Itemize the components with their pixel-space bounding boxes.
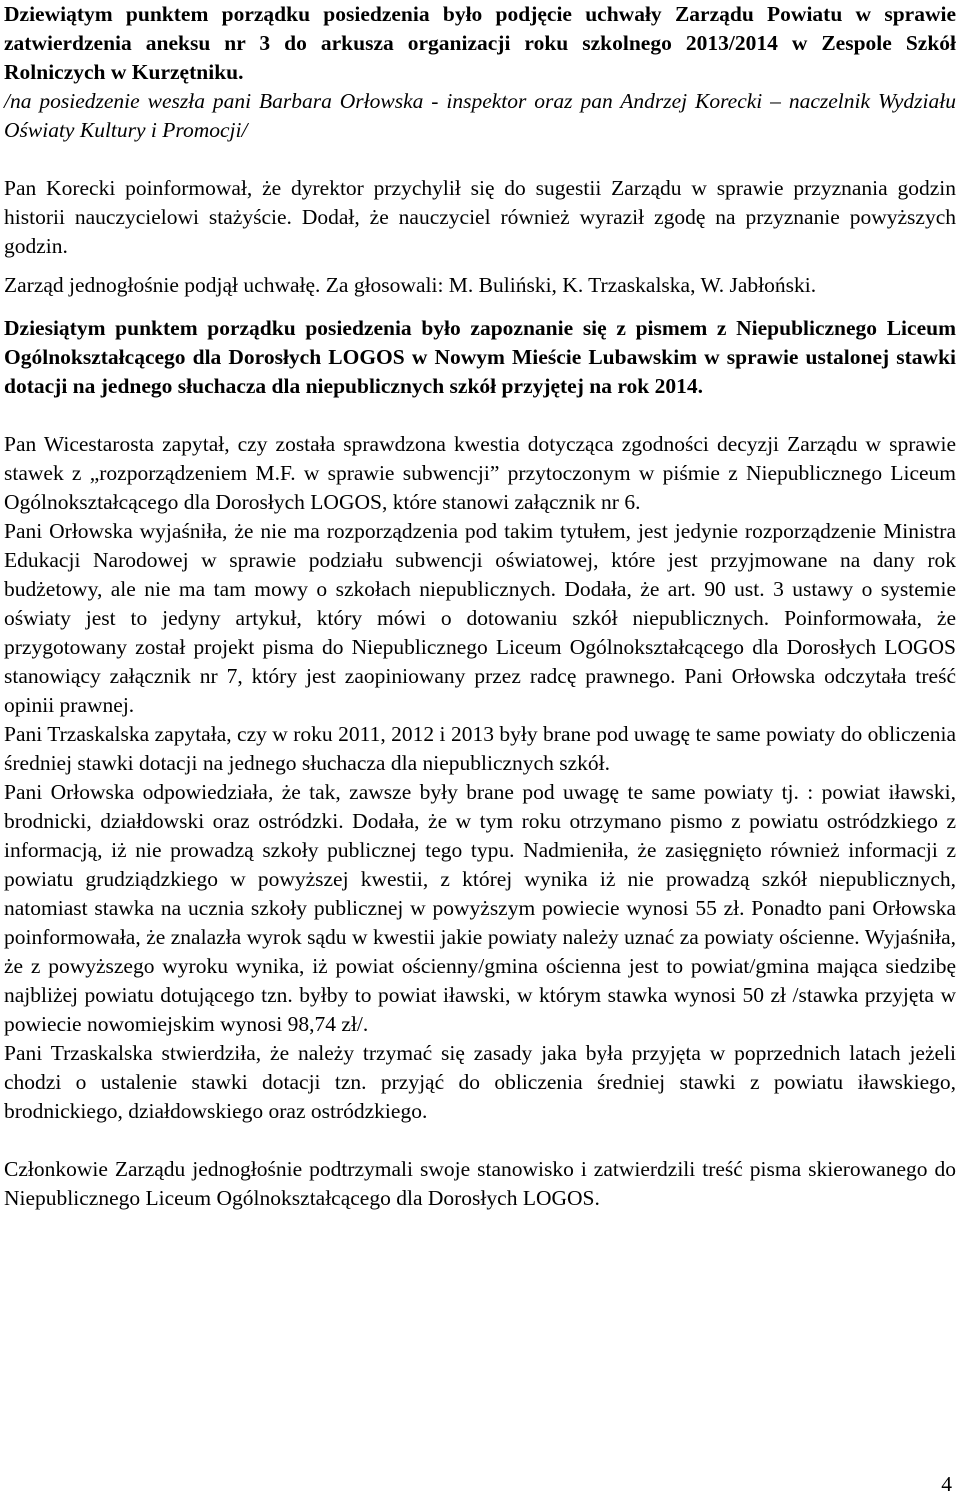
paragraph-korecki: Pan Korecki poinformował, że dyrektor przychylił się do sugestii Zarządu w sprawie przyznania godzin historii nauczycielowi stażyście. Dodał, że nauczyciel również wyraził zgodę na przyznanie powyższych godzin. xyxy=(4,176,956,258)
paragraph-trzaskalska-2: Pani Trzaskalska stwierdziła, że należy trzymać się zasady jaka była przyjęta w poprzednich latach jeżeli chodzi o ustalenie stawki dotacji tzn. przyjąć do obliczenia średniej stawki z powiatu iławskiego, brodnickiego, działdowskiego oraz ostródzkiego. xyxy=(4,1041,956,1123)
paragraph-conclusion: Członkowie Zarządu jednogłośnie podtrzymali swoje stanowisko i zatwierdzili treść pisma skierowanego do Niepublicznego Liceum Ogólnokształcącego dla Dorosłych LOGOS. xyxy=(4,1157,956,1210)
page-number: 4 xyxy=(941,1472,952,1496)
item10-heading: Dziesiątym punktem porządku posiedzenia było zapoznanie się z pismem z Niepublicznego Liceum Ogólnokształcącego dla Dorosłych LOGOS w Nowym Mieście Lubawskim w sprawie ustalonej stawki dotacji na jednego słuchacza dla niepublicznych szkół przyjętej na rok 2014. xyxy=(4,316,956,398)
paragraph-wicestarosta: Pan Wicestarosta zapytał, czy została sprawdzona kwestia dotycząca zgodności decyzji Zarządu w sprawie stawek z „rozporządzeniem M.F. w sprawie subwencji” przytoczonym w piśmie z Niepublicznego Liceum Ogólnokształcącego dla Dorosłych LOGOS, które stanowi załącznik nr 6. xyxy=(4,432,956,514)
paragraph-orlowska-1: Pani Orłowska wyjaśniła, że nie ma rozporządzenia pod takim tytułem, jest jedynie rozporządzenie Ministra Edukacji Narodowej w sprawie podziału subwencji oświatowej, które jest przyjmowane na dany rok budżetowy, ale nie ma tam mowy o szkołach niepublicznych. Dodała, że art. 90 ust. 3 ustawy o systemie oświaty jest to jedyny artykuł, który mówi o dotowaniu szkół niepublicznych. Poinformowała, że przygotowany został projekt pisma do Niepublicznego Liceum Ogólnokształcącego dla Dorosłych LOGOS stanowiący załącznik nr 7, który jest zaopiniowany przez radcę prawnego. Pani Orłowska odczytała treść opinii prawnej. xyxy=(4,519,956,717)
document-page xyxy=(4,0,956,1213)
item9-heading: Dziewiątym punktem porządku posiedzenia było podjęcie uchwały Zarządu Powiatu w sprawie zatwierdzenia aneksu nr 3 do arkusza organizacji roku szkolnego 2013/2014 w Zespole Szkół Rolniczych w Kurzętniku. xyxy=(4,2,956,84)
paragraph-trzaskalska-1: Pani Trzaskalska zapytała, czy w roku 2011, 2012 i 2013 były brane pod uwagę te same powiaty do obliczenia średniej stawki dotacji na jednego słuchacza dla niepublicznych szkół. xyxy=(4,722,956,775)
item9-note: /na posiedzenie weszła pani Barbara Orłowska - inspektor oraz pan Andrzej Korecki – naczelnik Wydziału Oświaty Kultury i Promocji/ xyxy=(4,89,956,142)
paragraph-vote: Zarząd jednogłośnie podjął uchwałę. Za głosowali: M. Buliński, K. Trzaskalska, W. Jabłoński. xyxy=(4,273,817,297)
paragraph-orlowska-2: Pani Orłowska odpowiedziała, że tak, zawsze były brane pod uwagę te same powiaty tj. : powiat iławski, brodnicki, działdowski oraz ostródzki. Dodała, że w tym roku otrzymano pismo z powiatu ostródzkiego z informacją, iż nie prowadzą szkoły publicznej tego typu. Nadmieniła, że zasięgnięto również informacji z powiatu grudziądzkiego w powyższej kwestii, z której wynika iż nie prowadzą szkół niepublicznych, natomiast stawka na ucznia szkoły publicznej w powyższym powiecie wynosi 55 zł. Ponadto pani Orłowska poinformowała, że znalazła wyrok sądu w kwestii jakie powiaty należy uznać za powiaty ościenne. Wyjaśniła, że z powyższego wyroku wynika, iż powiat ościenny/gmina ościenna jest to powiat/gmina mająca siedzibę najbliżej powiatu dotującego tzn. byłby to powiat iławski, w którym stawka wynosi 50 zł /stawka przyjęta w powiecie nowomiejskim wynosi 98,74 zł/. xyxy=(4,780,956,1036)
